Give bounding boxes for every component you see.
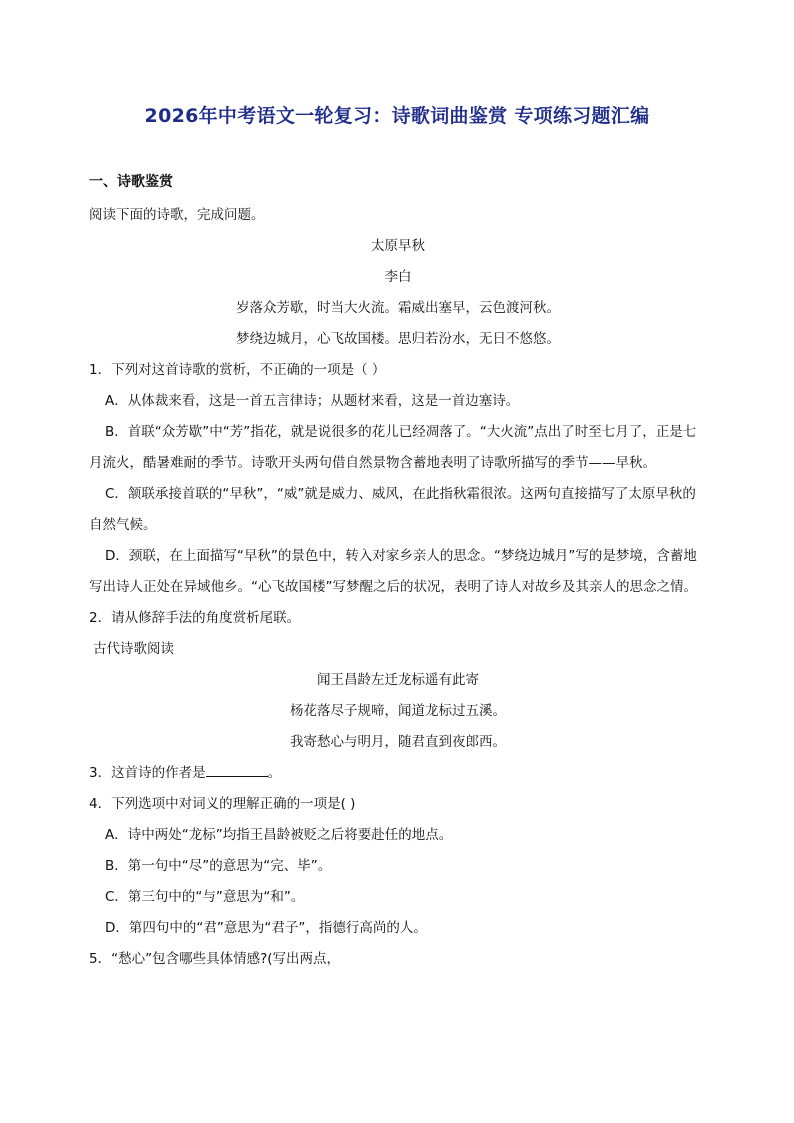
question-2: 2．请从修辞手法的角度赏析尾联。 bbox=[89, 610, 301, 626]
question-1-stem: 1．下列对这首诗歌的赏析，不正确的一项是（ ） bbox=[89, 362, 386, 378]
question-3-end: 。 bbox=[267, 765, 282, 781]
section-heading-poetry: 一、诗歌鉴赏 bbox=[89, 174, 173, 190]
poem2-line: 杨花落尽子规啼，闻道龙标过五溪。 bbox=[290, 703, 506, 719]
question-3-text: 3．这首诗的作者是 bbox=[89, 765, 206, 781]
question-4-option-d: D．第四句中的“君”意思为“君子”，指德行高尚的人。 bbox=[105, 920, 427, 936]
poem2-line: 我寄愁心与明月，随君直到夜郎西。 bbox=[290, 734, 506, 750]
question-1-option-d: D．颈联，在上面描写“早秋”的景色中，转入对家乡亲人的思念。“梦绕边城月”写的是梦境，含蓄地写出诗人正处在异域他乡。“心飞故国楼”写梦醒之后的状况，表明了诗人对故乡及其亲人的思念之情。 bbox=[89, 548, 697, 595]
question-4-option-a: A．诗中两处“龙标”均指王昌龄被贬之后将要赴任的地点。 bbox=[105, 827, 453, 843]
instruction-text: 阅读下面的诗歌，完成问题。 bbox=[89, 207, 265, 223]
question-4-stem: 4．下列选项中对词义的理解正确的一项是( ) bbox=[89, 796, 356, 812]
question-1-option-c: C．颔联承接首联的“早秋”，“威”就是威力、威风，在此指秋霜很浓。这两句直接描写了太原早秋的自然气候。 bbox=[89, 486, 696, 533]
poem-line: 岁落众芳歇，时当大火流。霜威出塞早，云色渡河秋。 bbox=[236, 300, 560, 316]
answer-blank[interactable] bbox=[206, 762, 268, 777]
poem-title: 太原早秋 bbox=[371, 238, 425, 254]
question-5: 5．“愁心”包含哪些具体情感?(写出两点， bbox=[89, 951, 341, 967]
document-body bbox=[89, 200, 707, 975]
poem-line: 梦绕边城月，心飞故国楼。思归若汾水，无日不悠悠。 bbox=[236, 331, 560, 347]
question-1-option-a: A．从体裁来看，这是一首五言律诗；从题材来看，这是一首边塞诗。 bbox=[105, 393, 520, 409]
poem2-title: 闻王昌龄左迁龙标遥有此寄 bbox=[317, 672, 479, 688]
question-3 bbox=[89, 758, 707, 789]
poem-author: 李白 bbox=[384, 269, 412, 285]
page-title: 2026年中考语文一轮复习：诗歌词曲鉴赏 专项练习题汇编 bbox=[144, 105, 650, 127]
question-4-option-c: C．第三句中的“与”意思为“和”。 bbox=[105, 889, 305, 905]
section-label-ancient-poetry: 古代诗歌阅读 bbox=[93, 641, 174, 657]
question-4-option-b: B．第一句中“尽”的意思为“完、毕”。 bbox=[105, 858, 332, 874]
question-1-option-b: B．首联“众芳歇”中“芳”指花，就是说很多的花儿已经凋落了。“大火流”点出了时至七月了，正是七月流火，酷暑难耐的季节。诗歌开头两句借自然景物含蓄地表明了诗歌所描写的季节——早秋。 bbox=[89, 424, 697, 471]
